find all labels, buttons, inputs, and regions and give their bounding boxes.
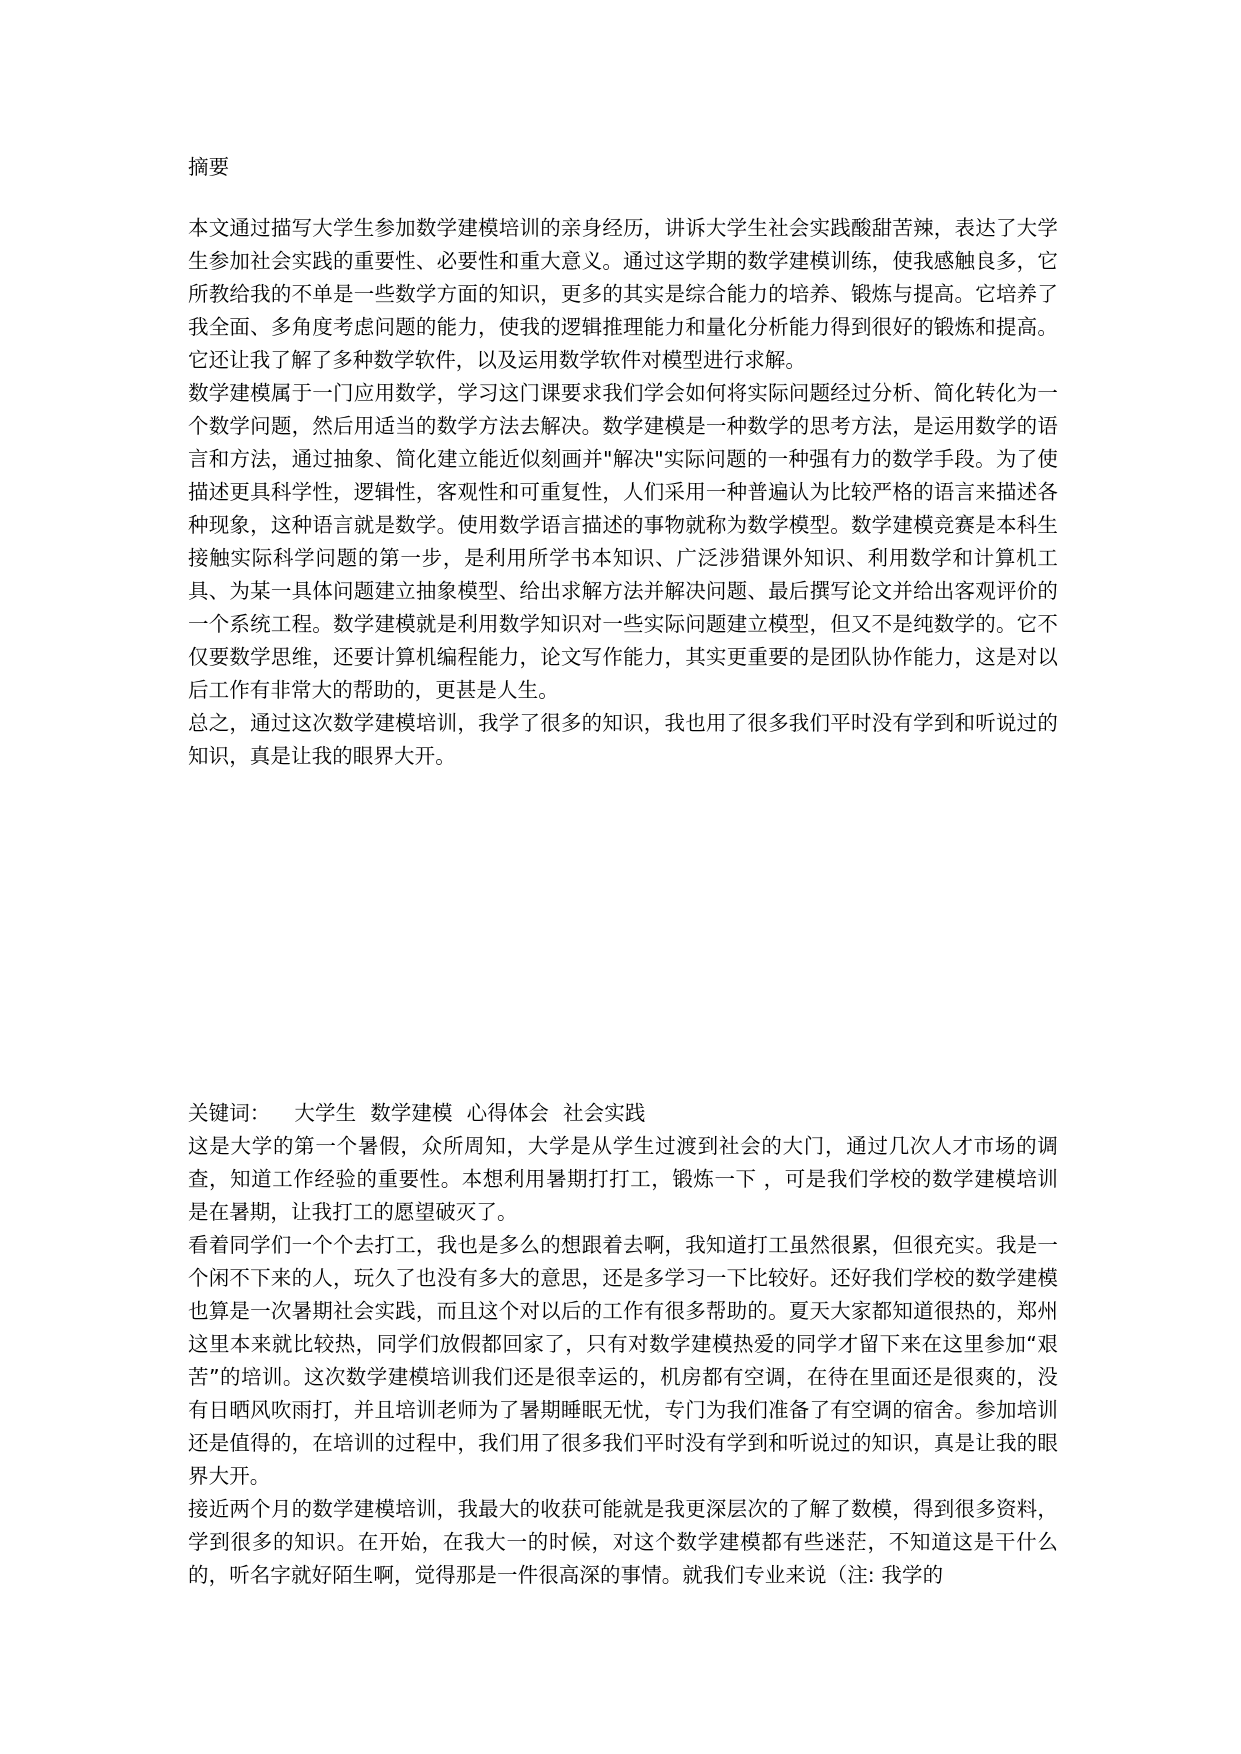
keyword: 数学建模 [370,1101,453,1125]
abstract-paragraph: 本文通过描写大学生参加数学建模培训的亲身经历，讲诉大学生社会实践酸甜苦辣，表达了大学生参加社会实践的重要性、必要性和重大意义。通过这学期的数学建模训练，使我感触良多，它所教给我的不单是一些数学方面的知识，更多的其实是综合能力的培养、锻炼与提高。它培养了我全面、多角度考虑问题的能力，使我的逻辑推理能力和量化分析能力得到很好的锻炼和提高。它还让我了解了多种数学软件，以及运用数学软件对模型进行求解。 [188,216,1058,372]
abstract-heading: 摘要 [188,155,230,179]
keyword: 大学生 [294,1101,357,1125]
body-paragraph: 看着同学们一个个去打工，我也是多么的想跟着去啊，我知道打工虽然很累，但很充实。我是一个闲不下来的人，玩久了也没有多大的意思，还是多学习一下比较好。还好我们学校的数学建模也算是一次暑期社会实践，而且这个对以后的工作有很多帮助的。夏天大家都知道很热的，郑州这里本来就比较热，同学们放假都回家了，只有对数学建模热爱的同学才留下来在这里参加“艰苦”的培训。这次数学建模培训我们还是很幸运的，机房都有空调，在待在里面还是很爽的，没有日晒风吹雨打，并且培训老师为了暑期睡眠无忧，专门为我们准备了有空调的宿舍。参加培训还是值得的，在培训的过程中，我们用了很多我们平时没有学到和听说过的知识，真是让我的眼界大开。 [188,1233,1058,1488]
abstract-paragraph: 数学建模属于一门应用数学，学习这门课要求我们学会如何将实际问题经过分析、简化转化为一个数学问题，然后用适当的数学方法去解决。数学建模是一种数学的思考方法，是运用数学的语言和方法，通过抽象、简化建立能近似刻画并"解决"实际问题的一种强有力的数学手段。为了使描述更具科学性，逻辑性，客观性和可重复性，人们采用一种普遍认为比较严格的语言来描述各种现象，这种语言就是数学。使用数学语言描述的事物就称为数学模型。数学建模竞赛是本科生接触实际科学问题的第一步，是利用所学书本知识、广泛涉猎课外知识、利用数学和计算机工具、为某一具体问题建立抽象模型、给出求解方法并解决问题、最后撰写论文并给出客观评价的一个系统工程。数学建模就是利用数学知识对一些实际问题建立模型，但又不是纯数学的。它不仅要数学思维，还要计算机编程能力，论文写作能力，其实更重要的是团队协作能力，这是对以后工作有非常大的帮助的，更甚是人生。 [188,381,1058,702]
keyword: 心得体会 [466,1101,550,1125]
abstract-section [188,212,1058,773]
abstract-paragraph: 总之，通过这次数学建模培训，我学了很多的知识，我也用了很多我们平时没有学到和听说过的知识，真是让我的眼界大开。 [188,711,1058,768]
body-section [188,1097,1058,1592]
keyword: 社会实践 [563,1101,646,1125]
body-paragraph: 接近两个月的数学建模培训，我最大的收获可能就是我更深层次的了解了数模，得到很多资料，学到很多的知识。在开始，在我大一的时候，对这个数学建模都有些迷茫，不知道这是干什么的，听名字就好陌生啊，觉得那是一件很高深的事情。就我们专业来说（注: 我学的 [188,1497,1058,1587]
keywords-label: 关键词： [188,1101,271,1125]
body-paragraph: 这是大学的第一个暑假，众所周知，大学是从学生过渡到社会的大门，通过几次人才市场的调查，知道工作经验的重要性。本想利用暑期打打工，锻炼一下 ，可是我们学校的数学建模培训是在暑期，让我打工的愿望破灭了。 [188,1134,1058,1224]
keywords-line [188,1097,1058,1130]
